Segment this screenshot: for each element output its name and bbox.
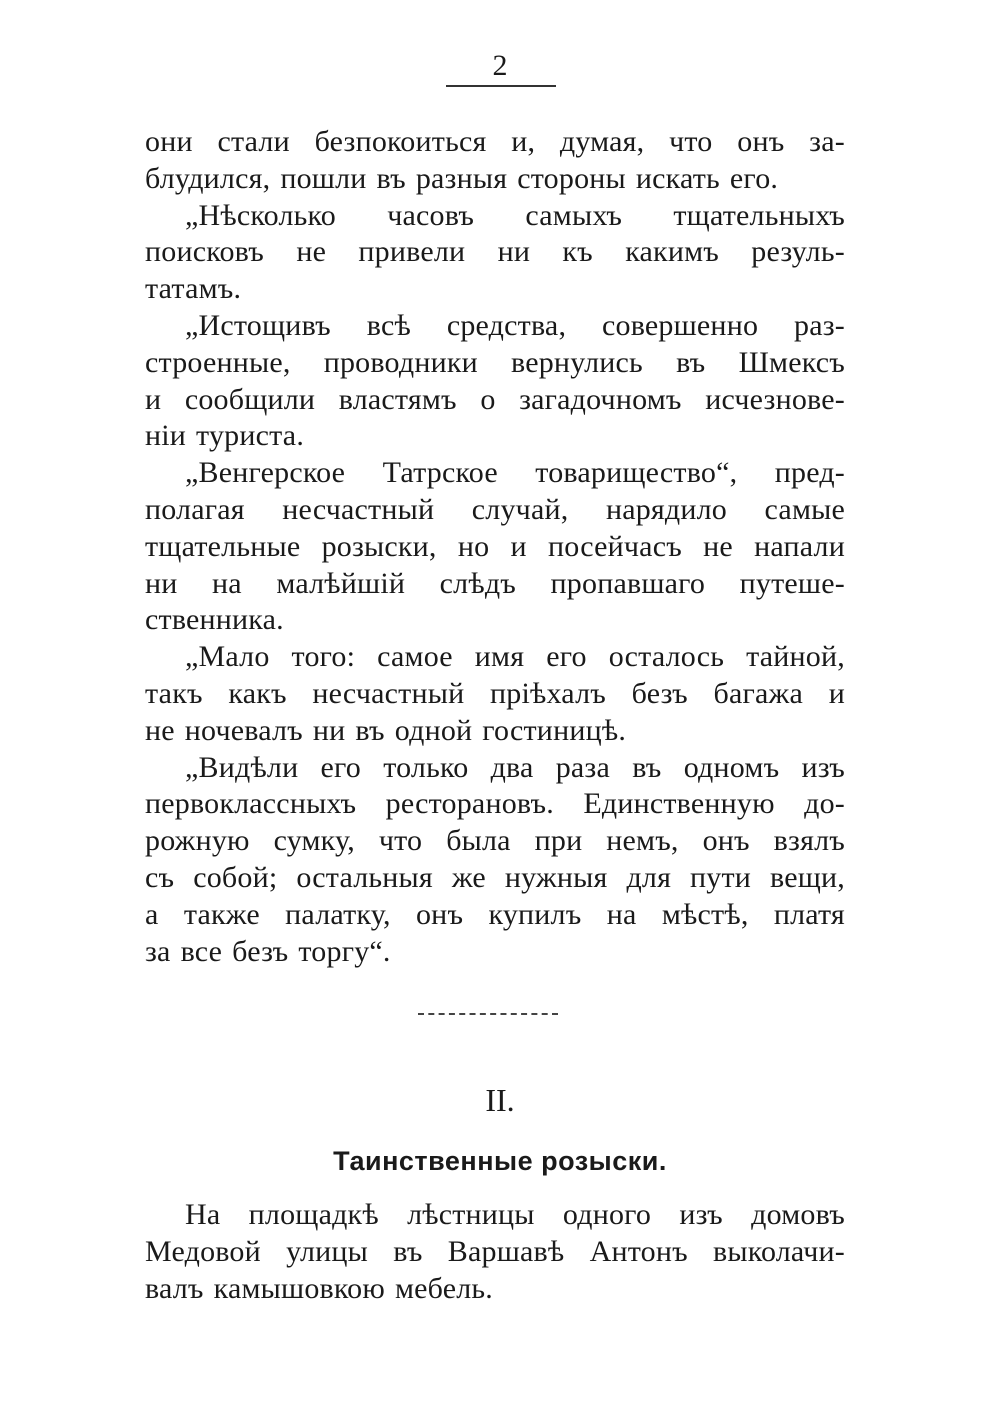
word: властямъ: [338, 382, 457, 416]
chapter-number: II.: [485, 1082, 515, 1118]
text-line: [145, 308, 845, 345]
word: „Видѣли: [185, 750, 299, 784]
word: они: [145, 125, 193, 158]
word: остальныя: [296, 860, 433, 894]
word: лѣстницы: [407, 1198, 535, 1231]
word: того:: [291, 640, 356, 674]
word: Единственную: [583, 787, 775, 821]
word: Шмексъ: [738, 345, 845, 379]
word: тщательныхъ: [673, 198, 845, 232]
word: за: [145, 934, 171, 968]
word: что: [378, 824, 423, 858]
word: случай,: [471, 492, 569, 526]
word: малѣйшiй: [276, 566, 406, 600]
word: несчастный: [282, 492, 435, 526]
word: привели: [358, 235, 466, 269]
word: Медовой: [145, 1234, 261, 1268]
word: самые: [764, 492, 845, 526]
body-text-section-2: [145, 1197, 845, 1307]
word: вещи,: [770, 860, 845, 894]
word: безъ: [232, 934, 289, 968]
word: рожную: [145, 824, 250, 858]
word: собой;: [193, 860, 278, 894]
word: была: [446, 824, 511, 858]
text-line: [145, 676, 845, 713]
word: пошли: [280, 161, 367, 195]
word: какимъ: [625, 235, 719, 269]
word: и: [145, 382, 162, 416]
word: же: [451, 860, 486, 894]
word: самыхъ: [525, 198, 623, 232]
word: въ: [632, 750, 662, 784]
word: онъ: [702, 824, 750, 858]
word: валъ: [145, 1271, 204, 1305]
word: въ: [376, 161, 406, 195]
word: „Венгерское: [185, 456, 346, 490]
text-line: [145, 786, 845, 823]
word: сообщили: [184, 382, 316, 416]
word: розыски,: [321, 529, 437, 563]
word: палатку,: [285, 897, 391, 931]
text-line: [145, 382, 845, 419]
word: прiѣхалъ: [490, 676, 606, 710]
word: при: [534, 824, 583, 858]
word: ни: [312, 713, 346, 747]
word: онъ: [415, 897, 464, 931]
section-separator: [418, 1013, 558, 1015]
word: въ: [393, 1234, 423, 1268]
text-line: [145, 455, 845, 492]
word: первоклассныхъ: [145, 787, 357, 821]
word: пропавшаго: [550, 566, 706, 600]
word: купилъ: [488, 897, 582, 931]
word: посейчасъ: [548, 529, 682, 563]
word: безпокоиться: [314, 125, 487, 158]
text-line: [145, 750, 845, 787]
word: а: [145, 897, 159, 931]
word: что: [669, 125, 713, 158]
word: резуль-: [751, 235, 845, 269]
text-line: [145, 1197, 845, 1234]
word: всѣ: [366, 308, 411, 342]
word: и: [828, 676, 845, 710]
word: поисковъ: [145, 235, 265, 269]
word: вернулись: [511, 345, 643, 379]
word: не: [296, 235, 327, 269]
word: ни: [145, 566, 178, 600]
word: Варшавѣ: [447, 1234, 565, 1268]
word: средства,: [446, 308, 567, 342]
word: блудился,: [145, 161, 271, 195]
word: нужныя: [504, 860, 608, 894]
text-line: [145, 934, 845, 971]
text-line: [145, 529, 845, 566]
text-line: [145, 1271, 845, 1308]
word: домовъ: [751, 1198, 845, 1231]
word: въ: [355, 713, 385, 747]
word: немъ,: [606, 824, 679, 858]
word: Антонъ: [589, 1234, 688, 1268]
word: до-: [804, 787, 845, 821]
word: его: [546, 640, 587, 674]
word: не: [703, 529, 733, 563]
text-line: [145, 492, 845, 529]
word: одной: [394, 713, 473, 747]
word: выколачи-: [712, 1234, 845, 1268]
word: ресторановъ.: [385, 787, 554, 821]
text-line: [145, 639, 845, 676]
word: имя: [474, 640, 525, 674]
text-line: [145, 161, 845, 198]
word: о: [480, 382, 496, 416]
word: на: [212, 566, 242, 600]
word: но: [457, 529, 490, 563]
body-text-section-1: [145, 124, 845, 970]
word: загадочномъ: [519, 382, 682, 416]
word: одного: [562, 1198, 652, 1231]
page-number: 2: [492, 49, 508, 82]
text-line: [145, 860, 845, 897]
word: платя: [773, 897, 845, 931]
word: строенные,: [145, 345, 291, 379]
word: напали: [754, 529, 845, 563]
word: его.: [729, 161, 779, 195]
word: самое: [377, 640, 453, 674]
word: къ: [562, 235, 593, 269]
text-line: [145, 124, 845, 161]
word: на: [606, 897, 637, 931]
word: туриста.: [196, 419, 305, 453]
word: полагая: [145, 492, 245, 526]
text-line: [145, 271, 845, 308]
text-line: [145, 198, 845, 235]
word: „Нѣсколько: [185, 198, 336, 232]
word: не: [145, 713, 175, 747]
word: улицы: [286, 1234, 369, 1268]
word: мебель.: [394, 1271, 493, 1305]
word: тщательные: [145, 529, 301, 563]
word: гостиницѣ.: [482, 713, 627, 747]
word: его: [320, 750, 362, 784]
text-line: [145, 1234, 845, 1271]
word: ственника.: [145, 603, 284, 637]
word: безъ: [631, 676, 688, 710]
word: „Истощивъ: [185, 308, 331, 342]
word: площадкѣ: [248, 1198, 379, 1231]
word: нарядило: [605, 492, 728, 526]
word: такъ: [145, 676, 203, 710]
word: все: [180, 934, 223, 968]
text-line: [145, 897, 845, 934]
word: думая,: [559, 125, 645, 158]
word: за-: [809, 125, 845, 158]
chapter-title: Таинственные розыски.: [333, 1146, 667, 1176]
text-line: [145, 602, 845, 639]
word: также: [183, 897, 260, 931]
word: камышовкою: [213, 1271, 385, 1305]
text-line: [145, 566, 845, 603]
word: торгу“.: [298, 934, 391, 968]
word: часовъ: [387, 198, 475, 232]
word: пути: [690, 860, 752, 894]
word: путеше-: [739, 566, 845, 600]
word: сумку,: [273, 824, 355, 858]
word: только: [383, 750, 469, 784]
word: стали: [217, 125, 290, 158]
word: ночевалъ: [184, 713, 303, 747]
word: осталось: [608, 640, 725, 674]
word: На: [185, 1198, 221, 1231]
word: изъ: [801, 750, 845, 784]
word: мѣстѣ,: [661, 897, 749, 931]
word: „Мало: [185, 640, 270, 674]
word: нiи: [145, 419, 187, 453]
word: пред-: [774, 456, 845, 490]
word: два: [490, 750, 534, 784]
word: раза: [555, 750, 611, 784]
word: раз-: [794, 308, 845, 342]
word: тайной,: [746, 640, 845, 674]
text-line: [145, 234, 845, 271]
word: взялъ: [773, 824, 845, 858]
word: одномъ: [683, 750, 780, 784]
text-line: [145, 823, 845, 860]
word: исчезнове-: [705, 382, 845, 416]
word: товарищество“,: [535, 456, 738, 490]
word: стороны: [517, 161, 626, 195]
text-line: [145, 418, 845, 455]
word: искать: [635, 161, 720, 195]
word: и: [510, 529, 527, 563]
word: несчастный: [312, 676, 465, 710]
word: слѣдъ: [439, 566, 517, 600]
word: татамъ.: [145, 272, 242, 306]
word: въ: [676, 345, 706, 379]
word: изъ: [679, 1198, 723, 1231]
word: разныя: [415, 161, 508, 195]
word: Татрское: [382, 456, 498, 490]
word: проводники: [323, 345, 478, 379]
word: для: [626, 860, 672, 894]
word: совершенно: [602, 308, 759, 342]
word: какъ: [228, 676, 287, 710]
header-rule: [446, 85, 556, 87]
word: и,: [511, 125, 536, 158]
word: съ: [145, 860, 175, 894]
word: багажа: [713, 676, 803, 710]
word: онъ: [737, 125, 785, 158]
word: ни: [497, 235, 531, 269]
text-line: [145, 713, 845, 750]
text-line: [145, 345, 845, 382]
